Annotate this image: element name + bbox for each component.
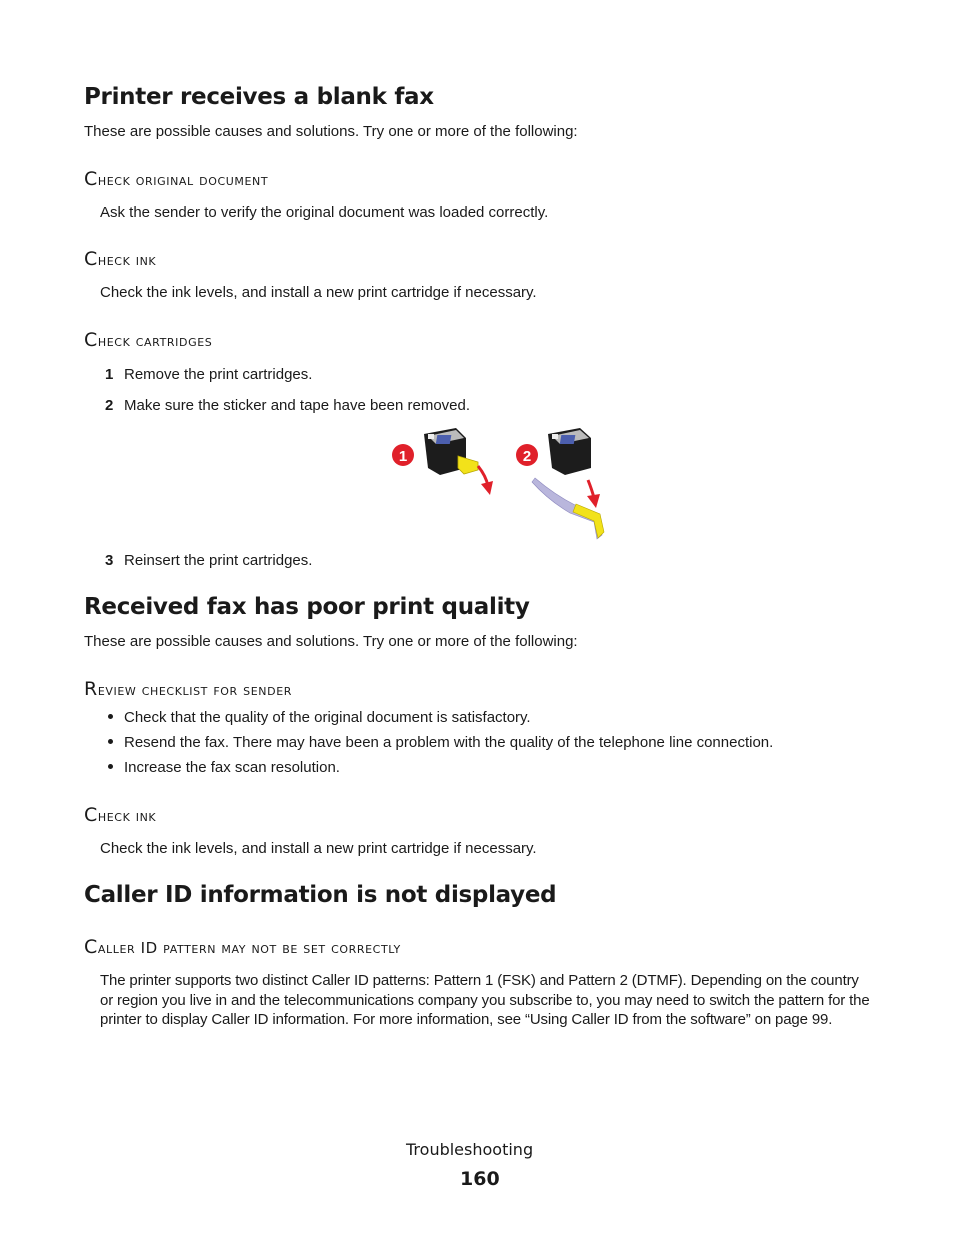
- subheading-review-checklist: Review checklist for sender: [84, 678, 292, 700]
- subheading-check-cartridges: Check cartridges: [84, 329, 213, 351]
- step-text: Make sure the sticker and tape have been removed.: [124, 397, 471, 414]
- section-title-caller-id: Caller ID information is not displayed: [84, 882, 557, 908]
- pull-arrow-icon: [587, 480, 600, 508]
- list-item: Increase the fax scan resolution.: [124, 759, 340, 776]
- section-intro: These are possible causes and solutions. Try one or more of the following:: [84, 633, 578, 650]
- list-item: Check that the quality of the original document is satisfactory.: [124, 709, 531, 726]
- section-intro: These are possible causes and solutions. Try one or more of the following:: [84, 123, 578, 140]
- step-number: 1: [105, 366, 114, 383]
- callout-number: 1: [398, 448, 408, 465]
- subheading-check-ink: Check ink: [84, 804, 157, 826]
- step-text: Reinsert the print cartridges.: [124, 552, 313, 569]
- paragraph: Check the ink levels, and install a new print cartridge if necessary.: [100, 284, 537, 301]
- bullet-icon: [108, 714, 113, 719]
- pull-arrow-icon: [478, 466, 493, 495]
- callout-number: 2: [522, 448, 532, 465]
- step-text: Remove the print cartridges.: [124, 366, 313, 383]
- paragraph: The printer supports two distinct Caller ID patterns: Pattern 1 (FSK) and Pattern 2 (DTMF). Depending on the country or region you live in and the telecommunications company you subscribe to, you may need to switch the pattern for the printer to display Caller ID information. For more information, see “Using Caller ID from the software” on page 99.: [100, 972, 870, 1028]
- tape-strip-icon: [458, 456, 478, 474]
- step-number: 2: [105, 397, 114, 414]
- paragraph: Ask the sender to verify the original document was loaded correctly.: [100, 204, 549, 221]
- removed-tape-icon: [532, 478, 604, 539]
- list-item: Resend the fax. There may have been a problem with the quality of the telephone line connection.: [124, 734, 774, 751]
- bullet-icon: [108, 739, 113, 744]
- print-cartridge-icon: [548, 428, 591, 475]
- subheading-check-original: Check original document: [84, 168, 269, 190]
- cartridge-removal-illustration: [380, 420, 620, 545]
- bullet-icon: [108, 764, 113, 769]
- section-title-blank-fax: Printer receives a blank fax: [84, 84, 434, 110]
- footer-chapter-label: Troubleshooting: [406, 1140, 534, 1159]
- subheading-check-ink: Check ink: [84, 248, 157, 270]
- page-number: 160: [460, 1168, 500, 1190]
- section-title-poor-quality: Received fax has poor print quality: [84, 594, 530, 620]
- paragraph: Check the ink levels, and install a new print cartridge if necessary.: [100, 840, 537, 857]
- subheading-caller-id-pattern: Caller ID pattern may not be set correctly: [84, 936, 401, 958]
- step-number: 3: [105, 552, 114, 569]
